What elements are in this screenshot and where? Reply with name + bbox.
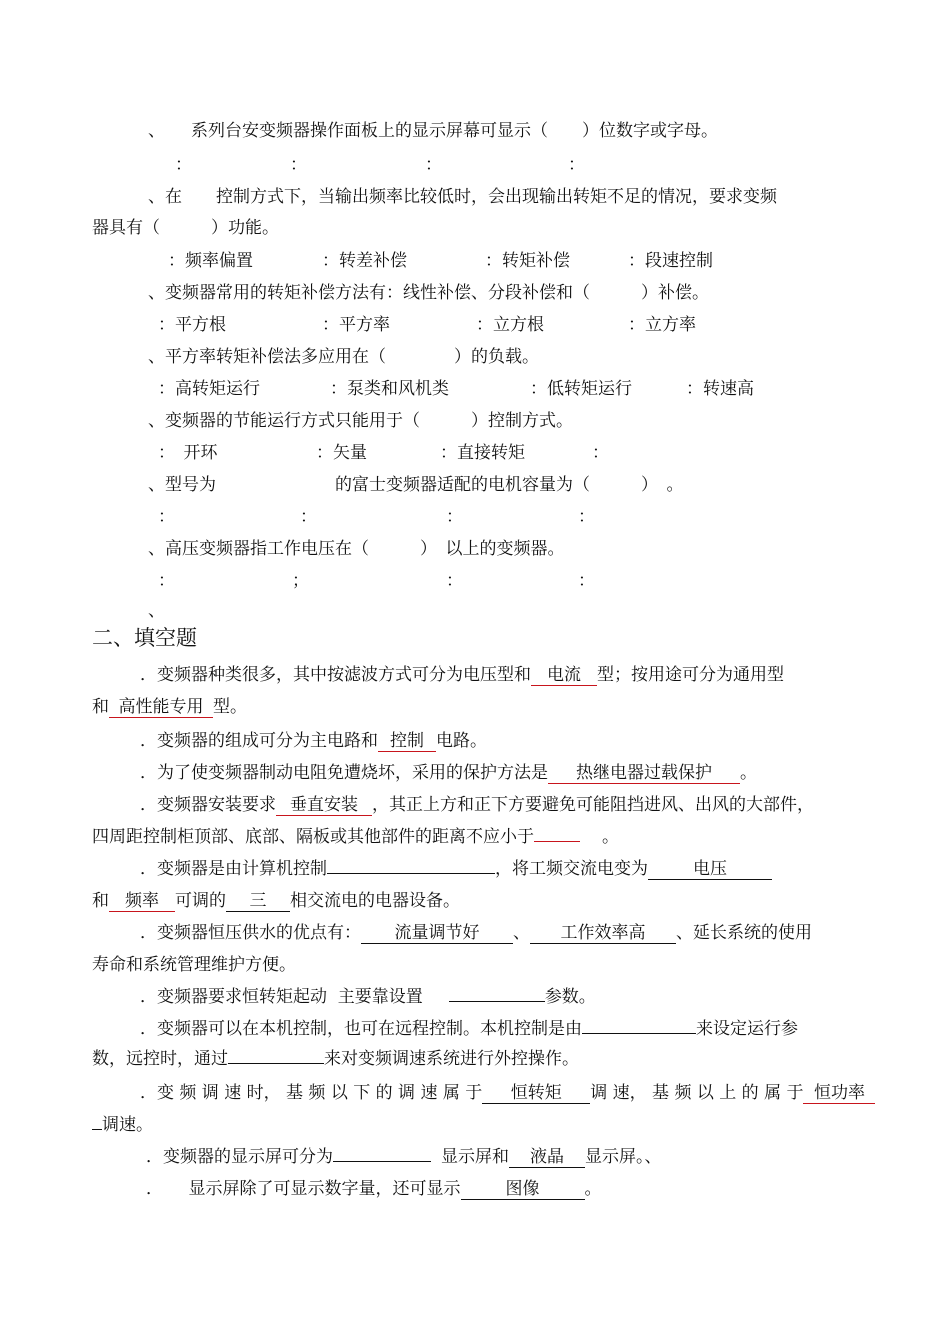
mc-option-e4: ： xyxy=(592,443,609,463)
mc-option-e3: ：直接转矩 xyxy=(440,443,525,463)
fill-question-6-line1: ．变频器恒压供水的优点有： 流量调节好 、 工作效率高 、延长系统的使用 xyxy=(140,923,812,943)
fill-question-2: ．变频器的组成可分为主电路和 控制 电路。 xyxy=(140,731,487,751)
answer-blank: 流量调节好 xyxy=(361,923,513,944)
fill-question-1-line2: 和 高性能专用 型。 xyxy=(92,697,247,717)
answer-blank: 电流 xyxy=(531,665,597,686)
mc-option-g2: ； xyxy=(292,571,309,591)
mc-option-a2: ： xyxy=(290,155,307,175)
fill-question-5-line2: 和 频率 可调的 三 相交流电的电器设备。 xyxy=(92,891,460,911)
mc-option-f3: ： xyxy=(446,507,463,527)
fill-question-11: ． 显示屏除了可显示数字量，还可显示 图像 。 xyxy=(146,1179,602,1199)
mc-option-g3: ： xyxy=(446,571,463,591)
fill-question-4-line2: 四周距控制柜顶部、底部、隔板或其他部件的距离不应小于 。 xyxy=(92,827,619,847)
mc-option-c1: ：平方根 xyxy=(158,315,226,335)
answer-blank: 高性能专用 xyxy=(109,697,213,718)
mc-option-d3: ：低转矩运行 xyxy=(530,379,632,399)
answer-blank: 热继电器过载保护 xyxy=(548,763,740,784)
section-title: 二、填空题 xyxy=(92,626,197,650)
answer-blank: 频率 xyxy=(109,891,175,912)
answer-blank xyxy=(333,1161,431,1162)
answer-blank: 液晶 xyxy=(509,1147,585,1168)
fill-question-10: ．变频器的显示屏可分为 显示屏和 液晶 显示屏。、 xyxy=(146,1147,662,1167)
question-number: 、 xyxy=(148,121,165,141)
mc-option-c3: ：立方根 xyxy=(476,315,544,335)
mc-option-a4: ： xyxy=(568,155,585,175)
mc-option-e1: ： 开环 xyxy=(158,443,218,463)
mc-option-b2: ：转差补偿 xyxy=(322,251,407,271)
mc-option-d2: ：泵类和风机类 xyxy=(330,379,449,399)
mc-option-a3: ： xyxy=(425,155,442,175)
answer-blank: 工作效率高 xyxy=(530,923,676,944)
mc-option-f2: ： xyxy=(300,507,317,527)
answer-blank: 恒转矩 xyxy=(482,1083,590,1104)
answer-blank: 三 xyxy=(226,891,290,912)
fill-question-5-line1: ．变频器是由计算机控制 ，将工频交流电变为 电压 xyxy=(140,858,772,880)
answer-blank xyxy=(327,873,495,874)
mc-question-d: 、平方率转矩补偿法多应用在（ ）的负载。 xyxy=(148,347,539,367)
mc-option-d1: ：高转矩运行 xyxy=(158,379,260,399)
answer-blank: 图像 xyxy=(461,1179,585,1200)
fill-question-4-line1: ．变频器安装要求 垂直安装 ，其正上方和正下方要避免可能阻挡进风、出风的大部件， xyxy=(140,795,814,815)
fill-question-7: ．变频器要求恒转矩起动 主要靠设置 参数。 xyxy=(140,987,596,1007)
mc-option-f4: ： xyxy=(578,507,595,527)
mc-question-a xyxy=(148,120,718,142)
answer-blank xyxy=(228,1063,324,1064)
answer-blank xyxy=(92,1129,102,1130)
mc-option-f1: ： xyxy=(158,507,175,527)
mc-question-b-line2: 器具有（ ）功能。 xyxy=(92,218,279,238)
answer-blank xyxy=(449,1001,545,1002)
fill-question-9-line2: 调速。 xyxy=(92,1114,153,1136)
answer-blank: 电压 xyxy=(648,859,772,880)
fill-question-6-line2: 寿命和系统管理维护方便。 xyxy=(92,955,296,975)
fill-question-3: ．为了使变频器制动电阻免遭烧坏，采用的保护方法是 热继电器过载保护 。 xyxy=(140,763,757,783)
answer-blank: 控制 xyxy=(378,731,436,752)
answer-blank: 恒功率 xyxy=(803,1083,875,1104)
mc-question-f: 、型号为 的富士变频器适配的电机容量为（ ） 。 xyxy=(148,475,684,495)
mc-question-c: 、变频器常用的转矩补偿方法有：线性补偿、分段补偿和（ ）补偿。 xyxy=(148,283,709,303)
mc-question-e: 、变频器的节能运行方式只能用于（ ）控制方式。 xyxy=(148,411,573,431)
answer-blank: 垂直安装 xyxy=(276,795,372,816)
mc-option-b1: ：频率偏置 xyxy=(168,251,253,271)
mc-option-d4: ：转速高 xyxy=(686,379,754,399)
mc-option-g1: ： xyxy=(158,571,175,591)
mc-option-g4: ： xyxy=(578,571,595,591)
fill-question-8-line2: 数，远控时，通过 来对变频调速系统进行外控操作。 xyxy=(92,1049,579,1069)
mc-question-b-line1: 、在 控制方式下，当输出频率比较低时，会出现输出转矩不足的情况，要求变频 xyxy=(148,187,777,207)
mc-option-c4: ：立方率 xyxy=(628,315,696,335)
mc-option-c2: ：平方率 xyxy=(322,315,390,335)
mc-option-e2: ：矢量 xyxy=(316,443,367,463)
fill-question-9-line1: ．变 频 调 速 时， 基 频 以 下 的 调 速 属 于 恒转矩 调 速， 基 频 以 上 的 属 于 恒功率 xyxy=(140,1082,875,1104)
fill-question-8-line1: ．变频器可以在本机控制，也可在远程控制。本机控制是由 来设定运行参 xyxy=(140,1019,798,1039)
mc-question-g: 、高压变频器指工作电压在（ ） 以上的变频器。 xyxy=(148,539,565,559)
answer-blank xyxy=(582,1033,696,1034)
mc-option-b4: ：段速控制 xyxy=(628,251,713,271)
mc-trailing-mark: 、 xyxy=(148,601,165,621)
mc-option-b3: ：转矩补偿 xyxy=(485,251,570,271)
answer-blank xyxy=(534,841,580,842)
question-text: 系列台安变频器操作面板上的显示屏幕可显示（ ）位数字或字母。 xyxy=(191,121,718,141)
fill-question-1-line1: ．变频器种类很多，其中按滤波方式可分为电压型和 电流 型；按用途可分为通用型 xyxy=(140,665,784,685)
mc-option-a1: ： xyxy=(175,155,192,175)
